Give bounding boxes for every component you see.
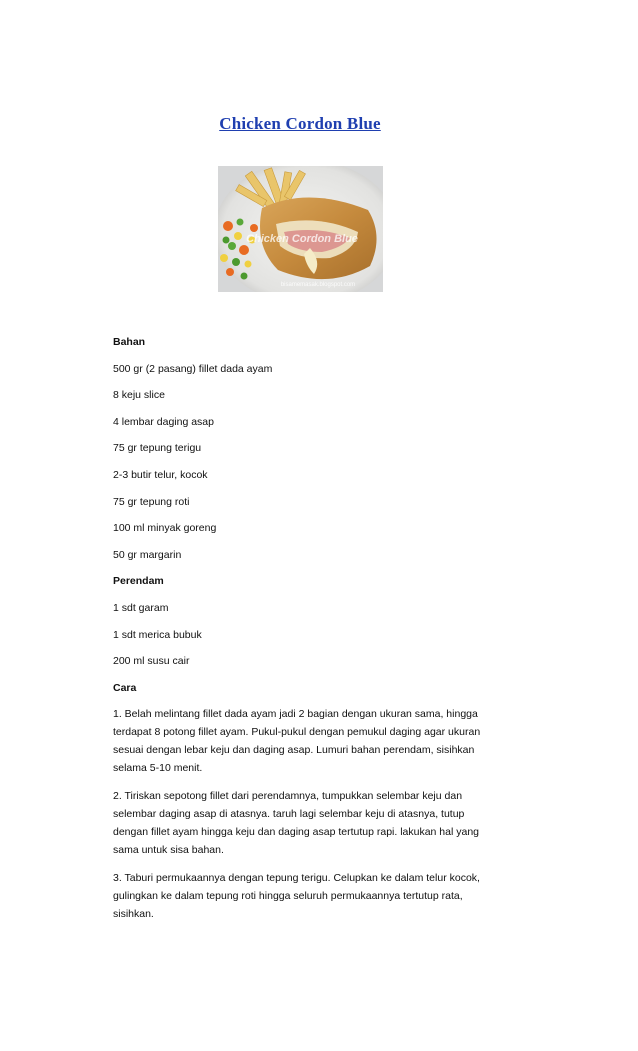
step-line: dengan fillet ayam hingga keju dan daging asap tertutup rapi. lakukan hal yang (113, 826, 480, 839)
page-title: Chicken Cordon Blue (219, 114, 381, 133)
step-line: selama 5-10 menit. (113, 762, 203, 775)
step-paragraph (113, 869, 498, 923)
ingredient-item: 4 lembar daging asap (113, 415, 214, 428)
ingredient-item: 500 gr (2 pasang) fillet dada ayam (113, 362, 273, 375)
step-line: sesuai dengan lebar keju dan daging asap. Lumuri bahan perendam, sisihkan (113, 744, 475, 757)
step-line: 2. Tiriskan sepotong fillet dari perendamnya, tumpukkan selembar keju dan (113, 790, 463, 803)
ingredient-item: 50 gr margarin (113, 548, 182, 561)
step-paragraph (113, 787, 498, 859)
step-line: selembar daging asap di atasnya. taruh lagi selembar keju di atasnya, tutup (113, 808, 465, 821)
recipe-content (113, 333, 498, 933)
step-line: gulingkan ke dalam tepung roti hingga seluruh permukaannya tertutup rata, (113, 890, 463, 903)
image-credit: bisamemasak.blogspot.com (280, 282, 356, 288)
image-watermark: Chicken Cordon Blue (246, 233, 358, 245)
ingredient-item: 100 ml minyak goreng (113, 522, 217, 535)
ingredient-item: 75 gr tepung terigu (113, 442, 202, 455)
marinade-item: 200 ml susu cair (113, 655, 190, 668)
ingredient-item: 75 gr tepung roti (113, 495, 190, 508)
heading-perendam: Perendam (113, 575, 164, 588)
step-line: terdapat 8 potong fillet ayam. Pukul-pukul dengan pemukul daging agar ukuran (113, 726, 481, 739)
chicken-cordon-blue-image (218, 166, 383, 292)
recipe-photo (218, 166, 383, 292)
step-line: 1. Belah melintang fillet dada ayam jadi 2 bagian dengan ukuran sama, hingga (113, 708, 478, 721)
marinade-item: 1 sdt merica bubuk (113, 628, 202, 641)
marinade-item: 1 sdt garam (113, 601, 169, 614)
step-paragraph (113, 705, 498, 777)
heading-bahan: Bahan (113, 336, 146, 348)
heading-cara: Cara (113, 681, 137, 694)
step-line: 3. Taburi permukaannya dengan tepung terigu. Celupkan ke dalam telur kocok, (113, 872, 480, 885)
ingredient-item: 2-3 butir telur, kocok (113, 468, 208, 481)
ingredient-item: 8 keju slice (113, 389, 165, 402)
step-line: sisihkan. (113, 908, 154, 921)
step-line: sama untuk sisa bahan. (113, 844, 224, 857)
